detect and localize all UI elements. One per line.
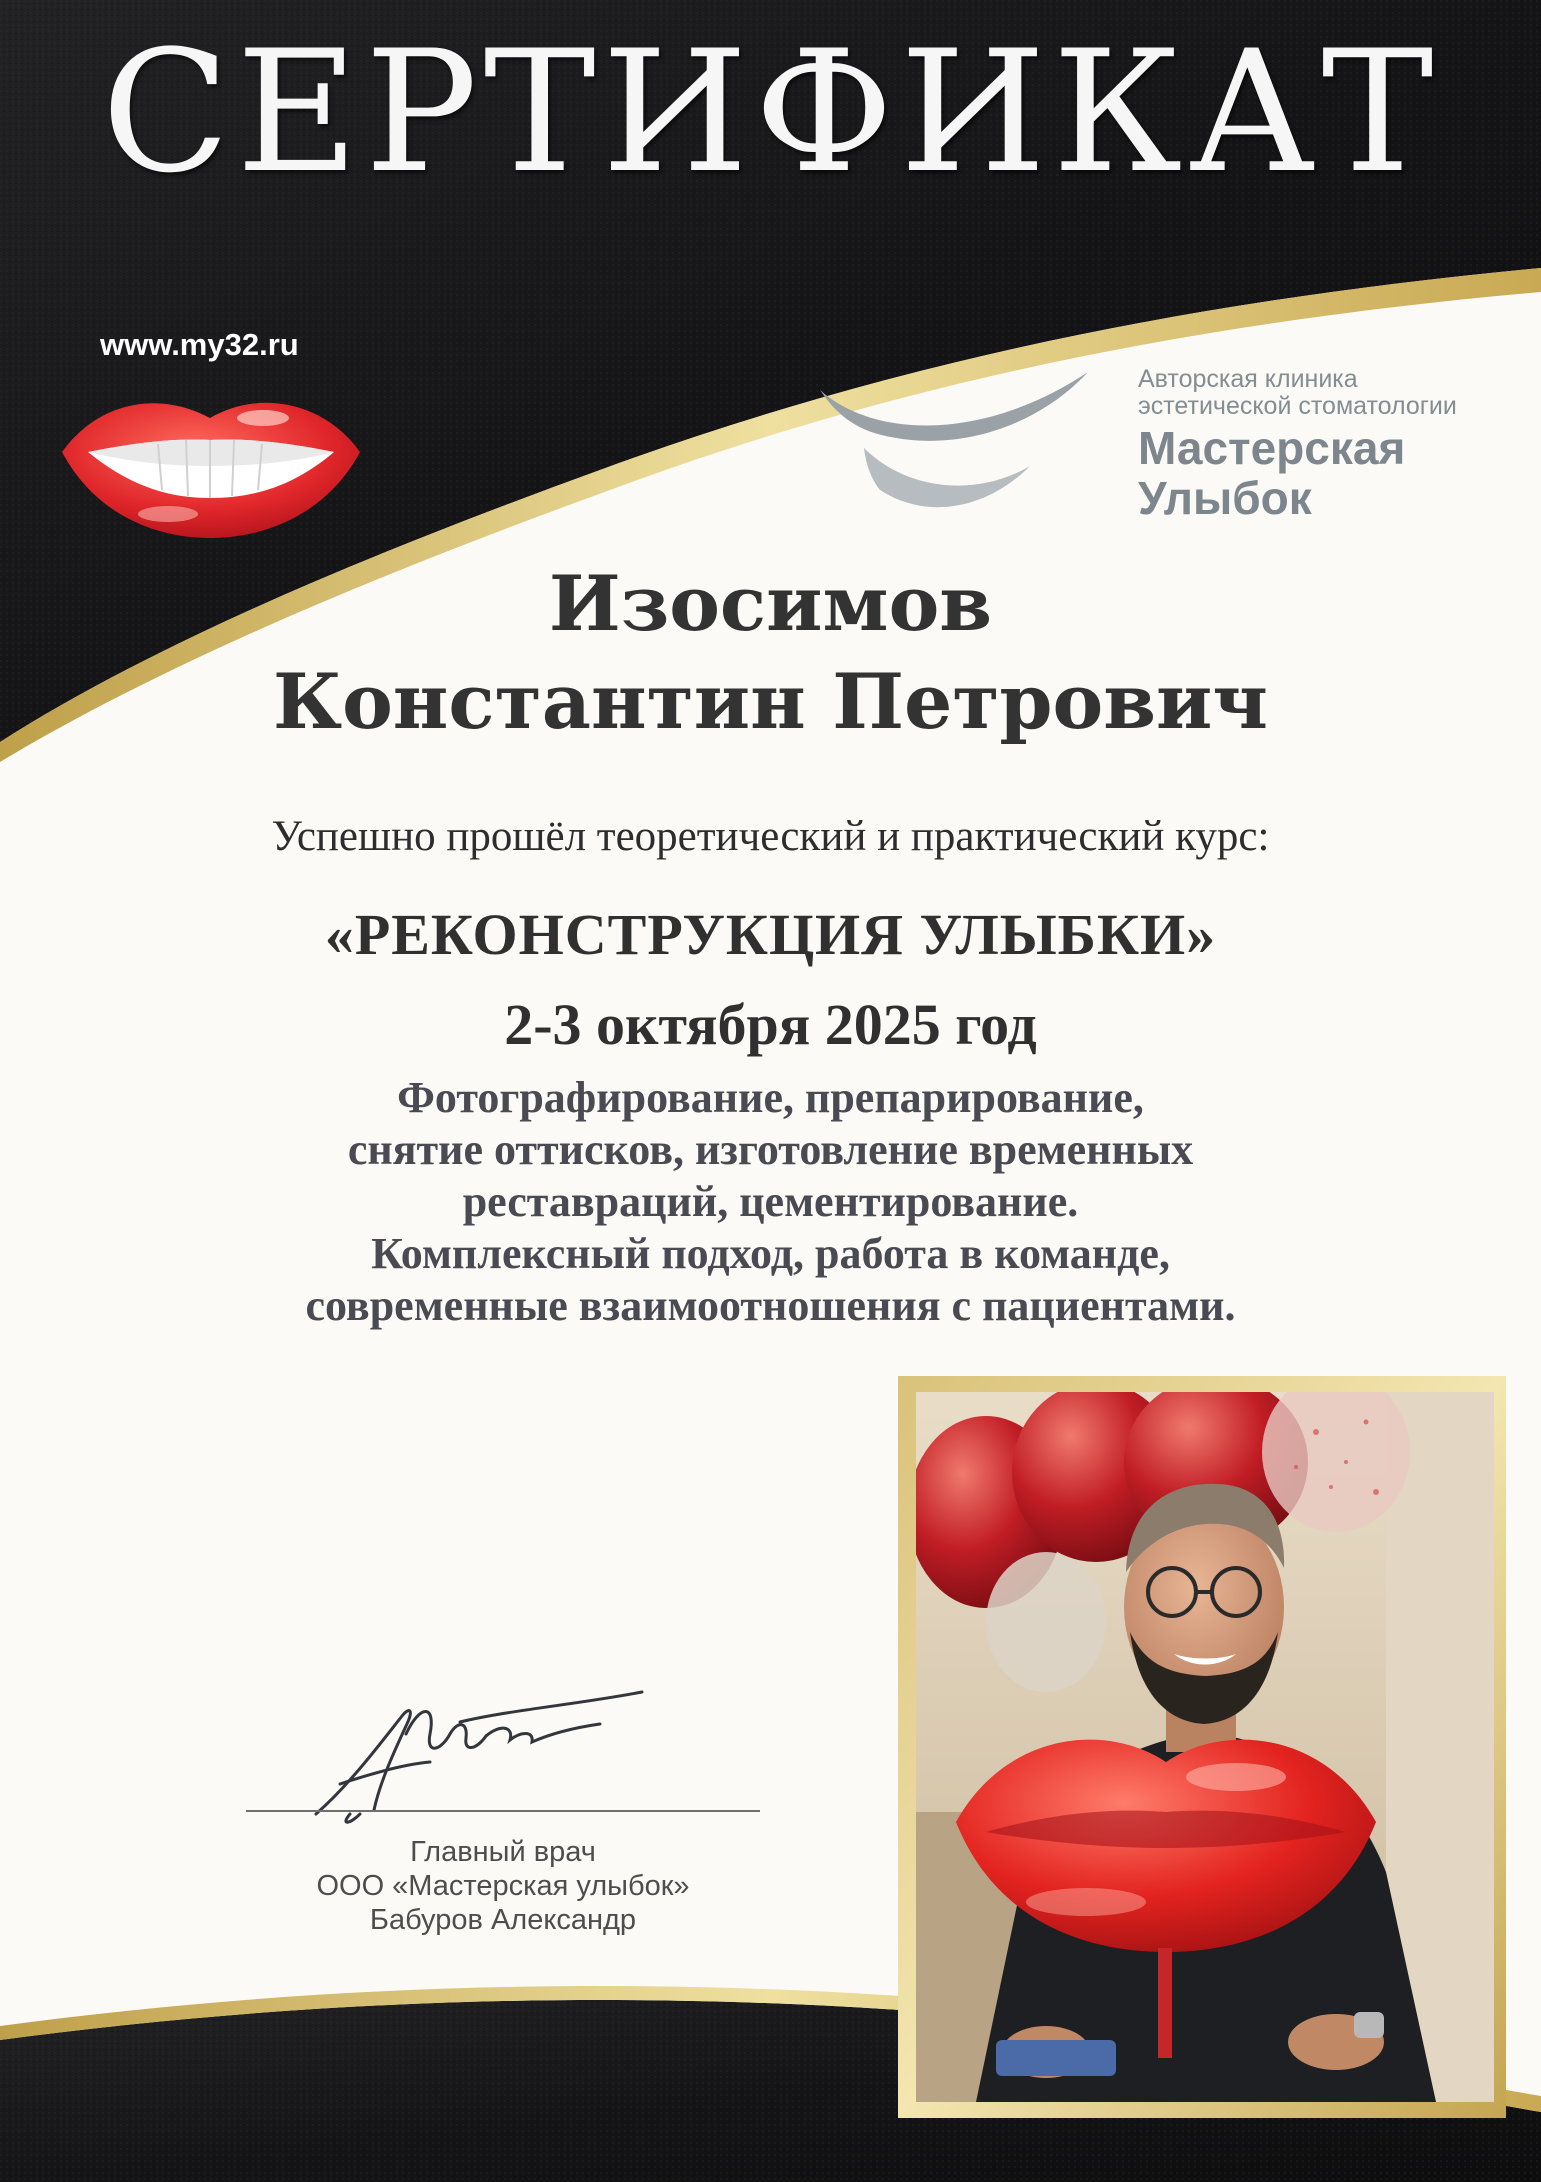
signer-name: Бабуров Александр — [369, 1904, 637, 1936]
clinic-subtitle-line1: Авторская клиника — [1138, 365, 1358, 393]
smile-swoosh-icon — [816, 370, 1092, 522]
course-dates: 2-3 октября 2025 год — [504, 992, 1037, 1057]
clinic-name-line2: Улыбок — [1138, 472, 1312, 524]
course-description — [0, 1072, 1541, 1332]
recipient-given-names: Константин Петрович — [272, 657, 1269, 746]
signature-line — [246, 1810, 760, 1812]
completion-text: Успешно прошёл теоретический и практический курс: — [271, 813, 1270, 860]
lips-logo-icon — [58, 382, 364, 542]
clinic-logo-text — [1138, 365, 1457, 524]
recipient-name — [0, 555, 1541, 751]
description-line: Комплексный подход, работа в команде, — [371, 1229, 1170, 1278]
description-line: современные взаимоотношения с пациентами. — [305, 1281, 1236, 1330]
signer-organization: ООО «Мастерская улыбок» — [316, 1870, 690, 1902]
website-link[interactable]: www.my32.ru — [100, 327, 299, 362]
signer-position: Главный врач — [410, 1836, 596, 1868]
signature-mark — [310, 1664, 650, 1834]
description-line: Фотографирование, препарирование, — [397, 1073, 1144, 1122]
clinic-name-line1: Мастерская — [1138, 422, 1406, 474]
course-title: «РЕКОНСТРУКЦИЯ УЛЫБКИ» — [324, 902, 1217, 967]
certificate-title: СЕРТИФИКАТ — [101, 14, 1440, 210]
signer-block — [246, 1835, 760, 1937]
description-line: реставраций, цементирование. — [462, 1177, 1079, 1226]
description-line: снятие оттисков, изготовление временных — [347, 1125, 1194, 1174]
recipient-surname: Изосимов — [548, 559, 993, 648]
portrait-photo — [916, 1392, 1494, 2102]
clinic-subtitle-line2: эстетической стоматологии — [1138, 392, 1457, 420]
